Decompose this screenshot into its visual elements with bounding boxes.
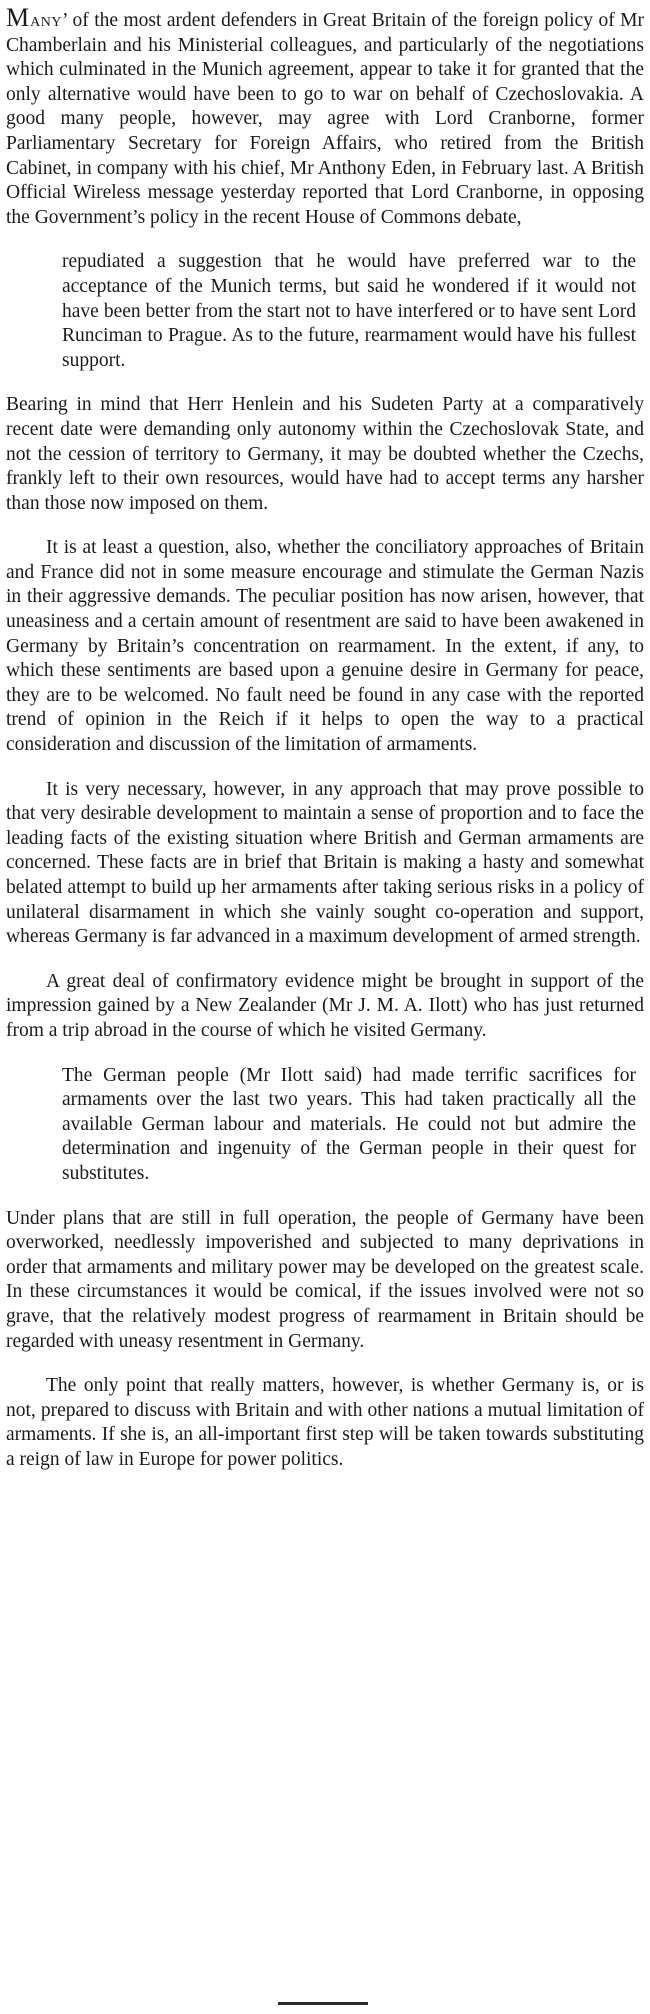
end-rule [278, 2002, 368, 2005]
block-quote-ilott: The German people (Mr Ilott said) had made terrific sacrifices for armaments over the last two years. This had taken practically all the available German labour and materials. He could not but admire the determination and ingenuity of the German people in their quest for substitutes. [62, 1064, 636, 1184]
article-paragraph-6: Under plans that are still in full operation, the people of Germany have been overworked, needlessly impoverished and subjected to many deprivations in order that armaments and military power may be developed on the greatest scale. In these circumstances it would be comical, if the issues involved were not so grave, that the relatively modest progress of rearmament in Britain should be regarded with uneasy resentment in Germany. [6, 1207, 644, 1352]
article-paragraph-5: A great deal of confirmatory evidence might be brought in support of the impression gained by a New Zealander (Mr J. M. A. Ilott) who has just returned from a trip abroad in the course of which he visited Germany. [6, 970, 644, 1041]
drop-cap: M [6, 3, 31, 32]
article-paragraph-2: Bearing in mind that Herr Henlein and his Sudeten Party at a comparatively recent date were demanding only autonomy within the Czechoslovak State, and not the cession of territory to Germany, it may be doubted whether the Czechs, frankly left to their own resources, would have had to accept terms any harsher than those now imposed on them. [6, 394, 644, 514]
article-paragraph-1 [6, 3, 644, 230]
block-quote-cranborne: repudiated a suggestion that he would have preferred war to the acceptance of the Munich terms, but said he wondered if it would not have been better from the start not to have interfered or to have sent Lord Runciman to Prague. As to the future, rearmament would have his fullest support. [62, 251, 636, 371]
article-paragraph-7: The only point that really matters, however, is whether Germany is, or is not, prepared to discuss with Britain and with other nations a mutual limitation of armaments. If she is, an all-important first step will be taken towards substituting a reign of law in Europe for power politics. [6, 1375, 644, 1470]
lead-word: any [30, 10, 62, 31]
article-paragraph-4: It is very necessary, however, in any approach that may prove possible to that very desirable development to maintain a sense of proportion and to face the leading facts of the existing situation where British and German armaments are concerned. These facts are in brief that Britain is making a hasty and somewhat belated attempt to build up her armaments after taking serious risks in a policy of unilateral disarmament in which she vainly sought co-operation and support, whereas Germany is far advanced in a maximum development of armed strength. [6, 778, 644, 948]
paragraph-1-text: ’ of the most ardent defenders in Great Britain of the foreign policy of Mr Chamberlain and his Ministerial colleagues, and particularly of the negotiations which culminated in the Munich agreement, appear to take it for granted that the only alternative would have been to go to war on behalf of Czechoslovakia. A good many people, however, may agree with Lord Cranborne, former Parliamentary Secretary for Foreign Affairs, who retired from the British Cabinet, in company with his chief, Mr Anthony Eden, in February last. A British Official Wireless message yesterday reported that Lord Cranborne, in opposing the Government’s policy in the recent House of Commons debate, [6, 10, 644, 228]
article-paragraph-3: It is at least a question, also, whether the conciliatory approaches of Britain and France did not in some measure encourage and stimulate the German Nazis in their aggressive demands. The peculiar position has now arisen, however, that uneasiness and a certain amount of resentment are said to have been awakened in Germany by Britain’s concentration on rearmament. In the extent, if any, to which these sentiments are based upon a genuine desire in Germany for peace, they are to be welcomed. No fault need be found in any case with the reported trend of opinion in the Reich if it helps to open the way to a practical consideration and discussion of the limitation of armaments. [6, 537, 644, 756]
